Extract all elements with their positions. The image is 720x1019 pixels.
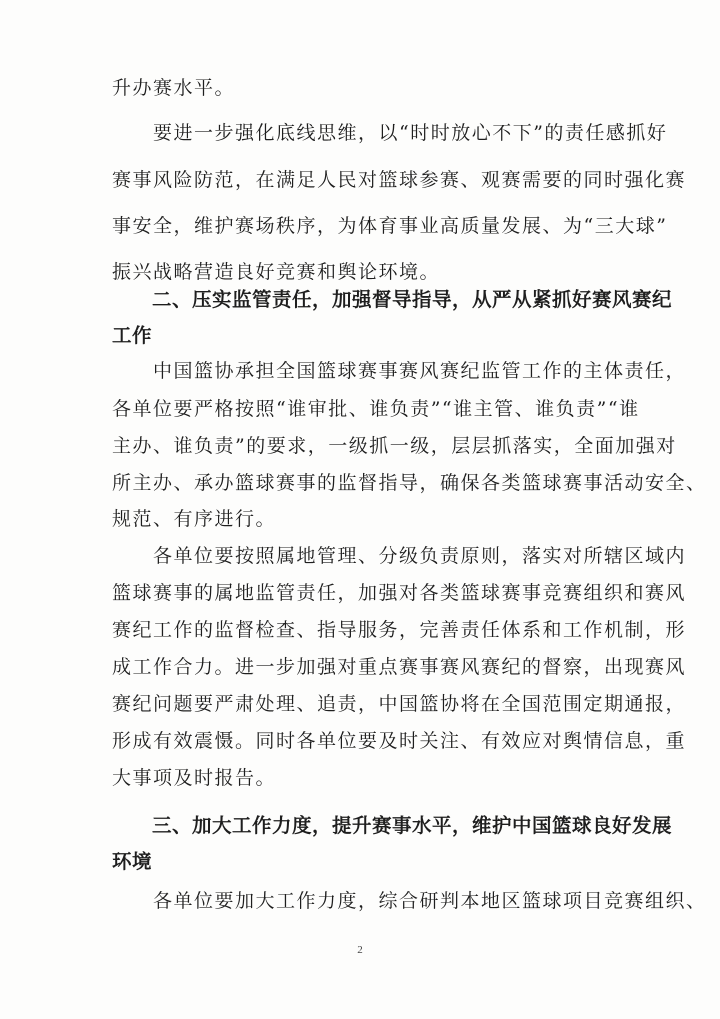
section-heading-2-continued: 工作 <box>112 324 153 347</box>
text-line: 赛纪问题要严肃处理、追责，中国篮协将在全国范围定期通报， <box>112 693 687 715</box>
text-line: 成工作合力。进一步加强对重点赛事赛风赛纪的督察，出现赛风 <box>112 656 687 678</box>
section-heading-3: 三、加大工作力度，提升赛事水平，维护中国篮球良好发展 <box>112 814 673 837</box>
text-line: 主办、谁负责”的要求，一级抓一级，层层抓落实，全面加强对 <box>112 435 677 457</box>
text-line: 规范、有序进行。 <box>112 508 277 530</box>
text-line: 各单位要按照属地管理、分级负责原则，落实对所辖区域内 <box>112 545 687 567</box>
text-line: 要进一步强化底线思维，以“时时放心不下”的责任感抓好 <box>112 122 668 144</box>
text-line: 赛事风险防范，在满足人民对篮球参赛、观赛需要的同时强化赛 <box>112 169 687 191</box>
text-line: 篮球赛事的属地监管责任，加强对各类篮球赛事竞赛组织和赛风 <box>112 582 687 604</box>
text-line: 形成有效震慑。同时各单位要及时关注、有效应对舆情信息，重 <box>112 730 687 752</box>
text-line: 升办赛水平。 <box>112 77 236 99</box>
section-heading-2: 二、压实监管责任，加强督导指导，从严从紧抓好赛风赛纪 <box>112 288 673 311</box>
text-line: 各单位要加大工作力度，综合研判本地区篮球项目竞赛组织、 <box>112 890 707 912</box>
text-line: 大事项及时报告。 <box>112 767 277 789</box>
text-line: 事安全，维护赛场秩序，为体育事业高质量发展、为“三大球” <box>112 215 668 237</box>
text-line: 振兴战略营造良好竞赛和舆论环境。 <box>112 261 441 283</box>
page-number: 2 <box>357 944 363 956</box>
text-line: 赛纪工作的监督检查、指导服务，完善责任体系和工作机制，形 <box>112 619 687 641</box>
text-line: 各单位要严格按照“谁审批、谁负责”“谁主管、谁负责”“谁 <box>112 398 640 420</box>
text-line: 所主办、承办篮球赛事的监督指导，确保各类篮球赛事活动安全、 <box>112 472 707 494</box>
text-line: 中国篮协承担全国篮球赛事赛风赛纪监管工作的主体责任， <box>112 360 687 382</box>
section-heading-3-continued: 环境 <box>112 850 153 873</box>
